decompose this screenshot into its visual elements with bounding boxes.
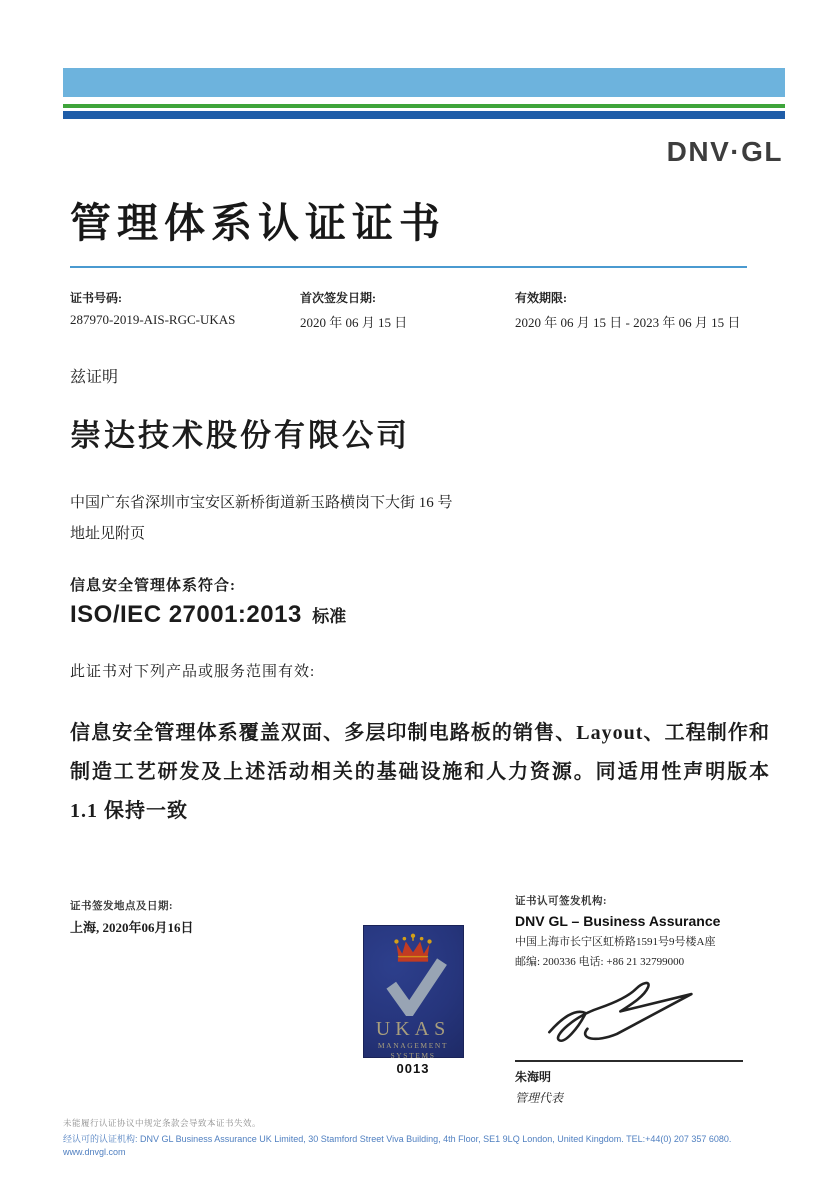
banner-dark-blue-line xyxy=(63,111,785,119)
company-address-line1: 中国广东省深圳市宝安区新桥街道新玉路横岗下大街 16 号 xyxy=(70,495,453,511)
banner-light-blue-bar xyxy=(63,68,785,97)
banner-green-line xyxy=(63,104,785,108)
first-issue-value: 2020 年 06 月 15 日 xyxy=(300,315,408,330)
certify-statement: 兹证明 xyxy=(70,369,119,386)
ukas-sub-line2: SYSTEMS xyxy=(390,1051,436,1060)
issue-place-block xyxy=(70,893,358,936)
scope-intro-line: 此证书对下列产品或服务范围有效: xyxy=(70,664,316,680)
first-issue-block xyxy=(300,289,515,331)
certificate-meta-row xyxy=(70,289,780,331)
bottom-section xyxy=(70,893,785,1106)
validity-value: 2020 年 06 月 15 日 - 2023 年 06 月 15 日 xyxy=(515,315,741,330)
certificate-number-value: 287970-2019-AIS-RGC-UKAS xyxy=(70,312,236,327)
company-name: 崇达技术股份有限公司 xyxy=(70,418,410,453)
issuer-block xyxy=(515,893,785,1106)
validity-label: 有效期限: xyxy=(515,291,567,305)
ukas-badge-block xyxy=(358,893,468,1076)
signer-name: 朱海明 xyxy=(515,1070,552,1084)
validity-block xyxy=(515,289,780,331)
dnv-gl-logo: DNV·GL xyxy=(666,136,783,167)
footer-accredited-line: 经认可的认证机构: DNV GL Business Assurance UK Limited, 30 Stamford Street Viva Building, 4th Floor, SE1 9LQ London, United Kingdom. TEL:+44(0) 207 357 6080. www.dnvgl.com xyxy=(63,1134,732,1157)
signer-title: 管理代表 xyxy=(515,1091,564,1105)
title-underline xyxy=(70,266,747,268)
signature-rule xyxy=(515,1060,743,1062)
first-issue-label: 首次签发日期: xyxy=(300,291,376,305)
ukas-accreditation-number: 0013 xyxy=(396,1061,430,1076)
issuer-label: 证书认可签发机构: xyxy=(515,896,607,907)
company-address xyxy=(70,488,453,550)
footer xyxy=(63,1117,778,1159)
issuer-contact: 邮编: 200336 电话: +86 21 32799000 xyxy=(515,956,685,968)
ukas-badge xyxy=(363,925,464,1058)
standard-code: ISO/IEC 27001:2013 xyxy=(70,601,302,628)
ukas-sub-line1: MANAGEMENT xyxy=(377,1041,449,1050)
certificate-title: 管理体系认证证书 xyxy=(70,200,446,246)
certificate-number-label: 证书号码: xyxy=(70,291,122,305)
standard-line xyxy=(70,601,346,629)
standard-suffix: 标准 xyxy=(312,607,347,626)
ukas-wordmark: UKAS xyxy=(375,1018,451,1040)
issuer-address: 中国上海市长宁区虹桥路1591号9号楼A座 xyxy=(515,936,716,948)
issue-place-value: 上海, 2020年06月16日 xyxy=(70,920,194,935)
footer-notice-line: 未能履行认证协议中规定条款会导致本证书失效。 xyxy=(63,1118,262,1128)
issue-place-label: 证书签发地点及日期: xyxy=(70,901,173,912)
scope-paragraph: 信息安全管理体系覆盖双面、多层印制电路板的销售、Layout、工程制作和制造工艺研发及上述活动相关的基础设施和人力资源。同适用性声明版本 1.1 保持一致 xyxy=(70,722,770,822)
company-address-line2: 地址见附页 xyxy=(70,526,146,542)
certificate-number-block xyxy=(70,289,300,331)
signature-scribble xyxy=(525,975,785,1058)
ukas-checkmark-icon xyxy=(376,958,450,1016)
top-banner xyxy=(63,68,785,119)
management-system-line: 信息安全管理体系符合: xyxy=(70,578,236,594)
issuer-name: DNV GL – Business Assurance xyxy=(515,913,721,929)
